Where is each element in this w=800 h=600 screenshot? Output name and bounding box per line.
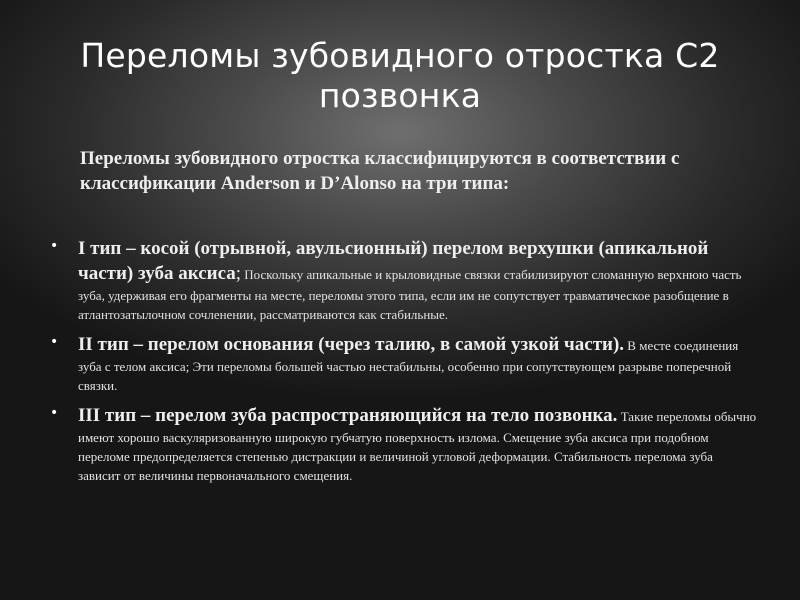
item-description: Поскольку апикальные и крыловидные связки стабилизируют сломанную верхнюю часть зуба, удерживая его фрагменты на месте, переломы этого типа, если им не сопутствует травматическое разобщение в атлантозатылочном сочленении, рассматриваются как стабильные.	[78, 267, 742, 322]
item-description: В месте соединения зуба с телом аксиса; Эти переломы большей частью нестабильны, особенно при сопутствующем разрыве поперечной связки.	[78, 338, 739, 393]
list-item-type-1	[48, 236, 758, 324]
bullet-icon: •	[50, 334, 59, 350]
slide-title: Переломы зубовидного отростка С2 позвонка	[80, 36, 720, 115]
item-separator: ;	[235, 263, 242, 284]
fracture-type-list	[48, 236, 758, 493]
intro-paragraph: Переломы зубовидного отростка классифицируются в соответствии с классификации Anderson и D’Alonso на три типа:	[80, 148, 680, 194]
item-heading: I тип – косой (отрывной, авульсионный) перелом верхушки (апикальной части) зуба аксиса	[78, 238, 709, 284]
item-heading: II тип – перелом основания (через талию, в самой узкой части).	[78, 334, 625, 355]
list-item-type-3	[48, 403, 758, 485]
list-item-type-2	[48, 332, 758, 395]
item-heading: III тип – перелом зуба распространяющийся на тело позвонка.	[78, 405, 618, 426]
bullet-icon: •	[50, 405, 59, 421]
bullet-icon: •	[50, 238, 59, 254]
item-description: Такие переломы обычно имеют хорошо васкуляризованную широкую губчатую поверхность излома. Смещение зуба аксиса при подобном переломе предопределяется степенью дистракции и величиной угловой деформации. Стабильность перелома зуба зависит от величины первоначального смещения.	[78, 409, 757, 483]
